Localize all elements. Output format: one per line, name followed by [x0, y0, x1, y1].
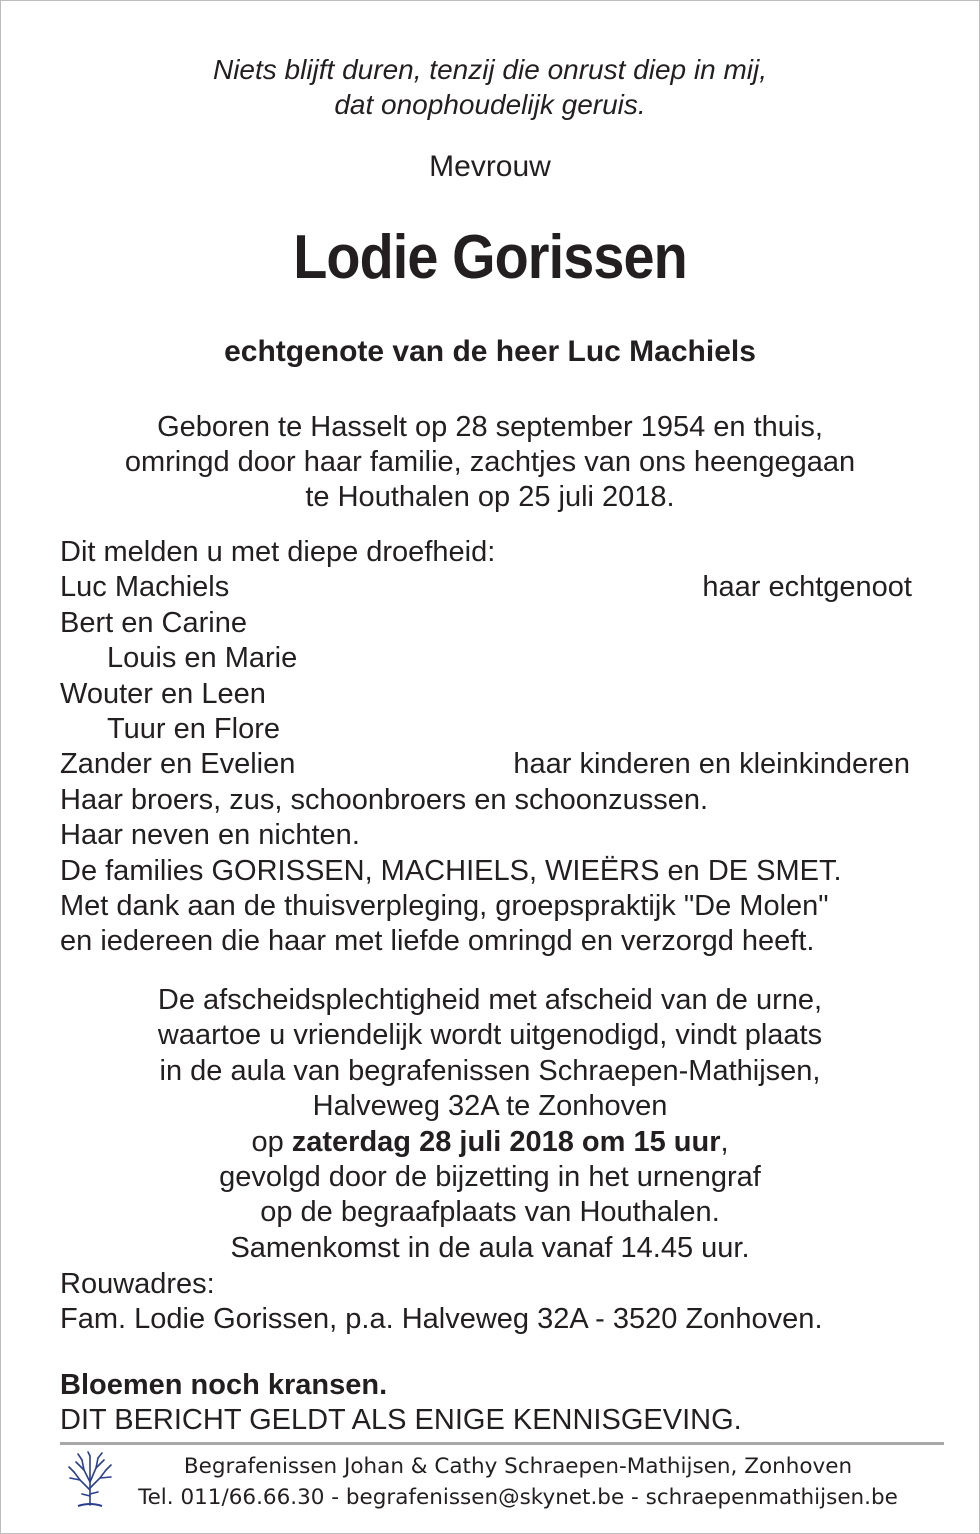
ceremony-date-line [0, 1125, 980, 1160]
relation-children: haar kinderen en kleinkinderen [513, 748, 910, 780]
rouwadres-label: Rouwadres: [60, 1268, 215, 1300]
mourner-line: De families GORISSEN, MACHIELS, WIEËRS en DE SMET. [60, 854, 842, 887]
quote-line-1: Niets blijft duren, tenzij die onrust diep in mij, [212, 54, 768, 85]
rouwadres-address: Fam. Lodie Gorissen, p.a. Halveweg 32A - 3520 Zonhoven. [60, 1303, 823, 1335]
flowers-note: Bloemen noch kransen. [60, 1369, 388, 1401]
quote-line-2: dat onophoudelijk geruis. [334, 89, 646, 120]
rouwadres-block [60, 1267, 823, 1337]
mourner-line: Louis en Marie [107, 642, 298, 675]
tree-icon [64, 1450, 116, 1508]
birth-death-line: Geboren te Hasselt op 28 september 1954 en thuis, [157, 411, 823, 443]
relation-spouse: haar echtgenoot [702, 571, 912, 603]
ceremony-line: op de begraafplaats van Houthalen. [260, 1196, 720, 1229]
ceremony-block [0, 983, 980, 1266]
footer-text [128, 1451, 908, 1513]
ceremony-line: in de aula van begrafenissen Schraepen-Mathijsen, [159, 1054, 821, 1087]
birth-death-line: omringd door haar familie, zachtjes van ons heengegaan [124, 446, 856, 478]
ceremony-date: zaterdag 28 juli 2018 om 15 uur [291, 1125, 721, 1158]
ceremony-date-prefix: op [251, 1125, 292, 1158]
mourner-line: en iedereen die haar met liefde omringd en verzorgd heeft. [60, 925, 815, 958]
ceremony-line: De afscheidsplechtigheid met afscheid van de urne, [157, 984, 823, 1016]
mourner-line: Bert en Carine [60, 606, 247, 639]
mourner-line: Haar broers, zus, schoonbroers en schoonzussen. [60, 783, 709, 816]
ceremony-line: waartoe u vriendelijk wordt uitgenodigd, vindt plaats [157, 1019, 823, 1052]
mourner-line: Tuur en Flore [107, 713, 280, 746]
birth-death-text [0, 410, 980, 515]
ceremony-line: gevolgd door de bijzetting in het urnengraf [219, 1161, 761, 1194]
ceremony-line: Halveweg 32A te Zonhoven [312, 1090, 668, 1123]
birth-death-line: te Houthalen op 25 juli 2018. [305, 481, 675, 513]
notice-text: DIT BERICHT GELDT ALS ENIGE KENNISGEVING. [60, 1404, 742, 1436]
mourner-line: Wouter en Leen [60, 677, 266, 710]
footer-contact: Tel. 011/66.66.30 - begrafenissen@skynet.be - schraepenmathijsen.be [138, 1485, 898, 1510]
mourner-line: Luc Machiels [60, 571, 230, 604]
announcement-intro: Dit melden u met diepe droefheid: [60, 536, 496, 568]
deceased-name: Lodie Gorissen [293, 223, 687, 292]
closing-block [60, 1368, 742, 1438]
mourner-line: Zander en Evelien [60, 748, 296, 781]
ceremony-date-suffix: , [720, 1125, 729, 1158]
title-prefix: Mevrouw [429, 150, 551, 183]
spouse-line: echtgenote van de heer Luc Machiels [224, 335, 756, 368]
footer-divider [60, 1442, 944, 1445]
footer-company: Begrafenissen Johan & Cathy Schraepen-Mathijsen, Zonhoven [183, 1454, 853, 1479]
mourner-line: Met dank aan de thuisverpleging, groepspraktijk "De Molen" [60, 890, 829, 923]
opening-quote [0, 52, 980, 122]
mourner-line: Haar neven en nichten. [60, 819, 360, 852]
ceremony-line: Samenkomst in de aula vanaf 14.45 uur. [230, 1231, 750, 1264]
